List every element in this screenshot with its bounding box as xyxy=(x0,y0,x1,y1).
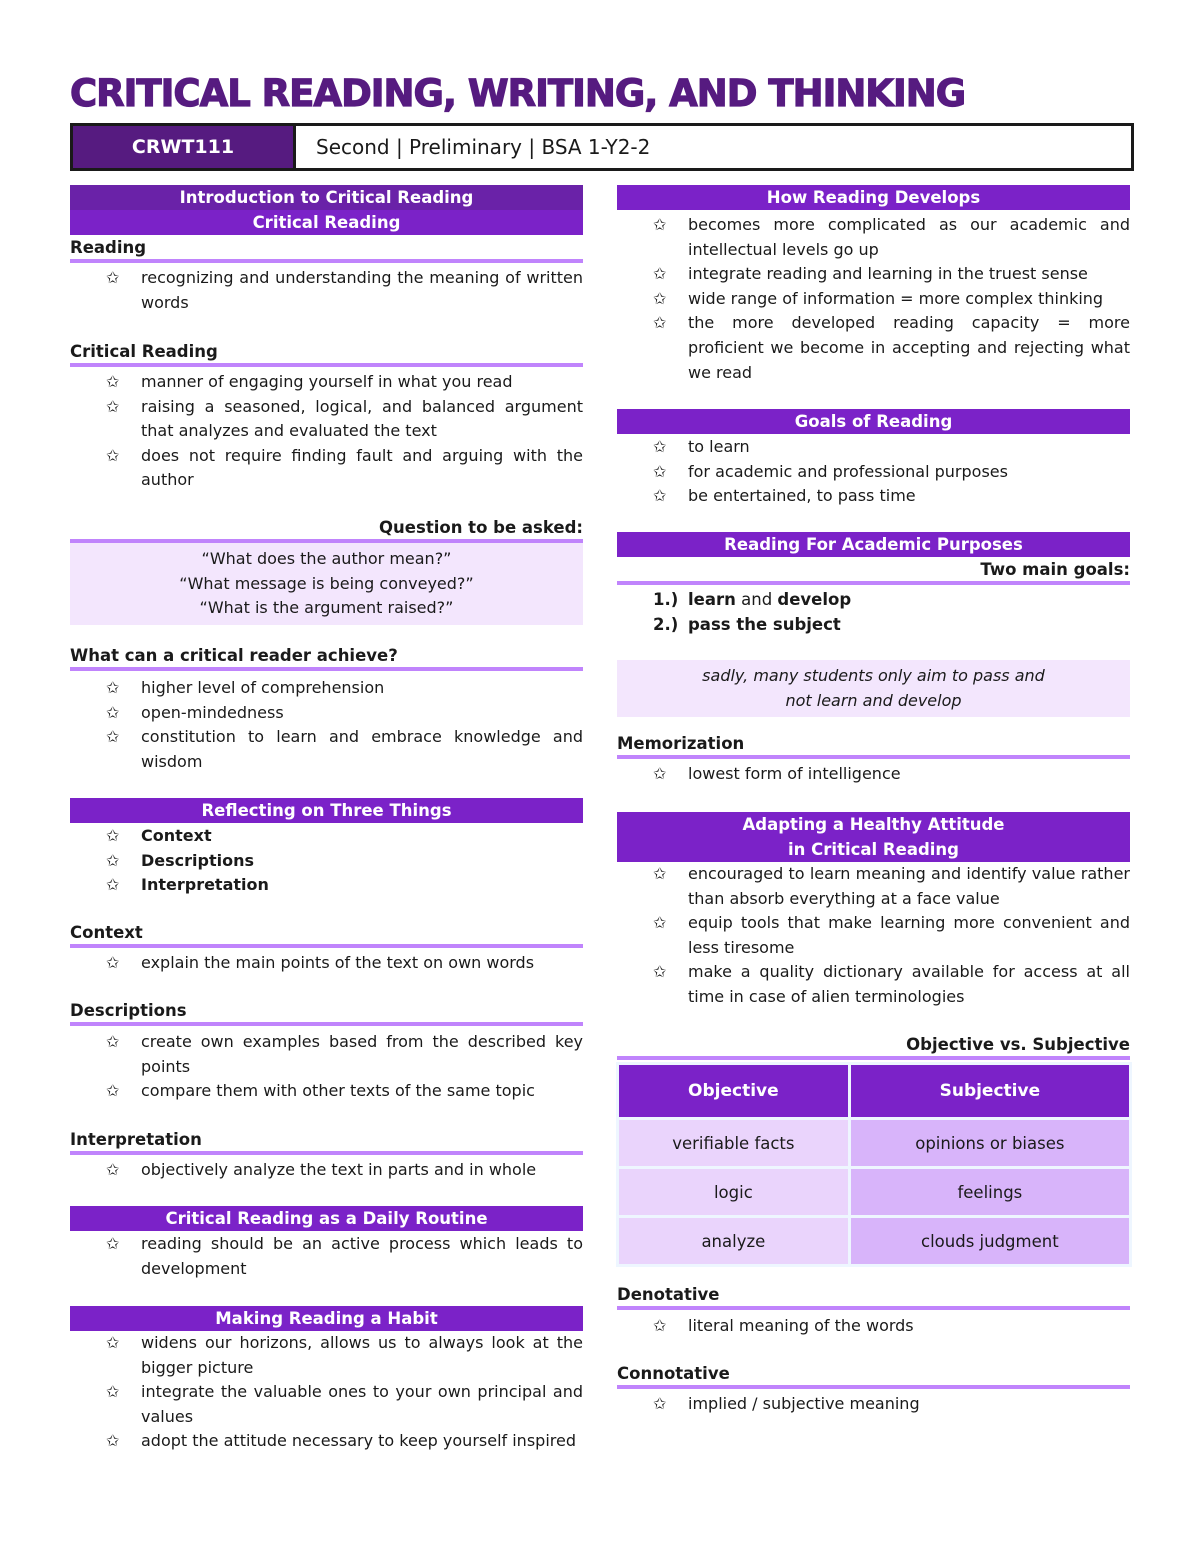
star-outline-icon: ✩ xyxy=(653,764,667,783)
table-cell: verifiable facts xyxy=(619,1120,848,1166)
heading-block xyxy=(617,1364,1130,1389)
star-outline-icon: ✩ xyxy=(106,1081,120,1101)
list-item-text: open-mindedness xyxy=(141,702,284,722)
section-banner xyxy=(617,812,1130,862)
star-outline-icon: ✩ xyxy=(653,1394,667,1413)
star-outline-icon: ✩ xyxy=(653,864,667,883)
column-header: Subjective xyxy=(851,1065,1129,1117)
subheading-objective-vs-subjective: Objective vs. Subjective xyxy=(617,1035,1130,1060)
list-item xyxy=(617,484,1130,509)
list-item-text: encouraged to learn meaning and identify value rather than absorb everything at a face value xyxy=(688,864,1130,908)
numbered-item xyxy=(617,588,1130,613)
bullet-list xyxy=(617,762,1130,787)
item-text-part: pass the subject xyxy=(688,614,841,634)
list-item-text: becomes more complicated as our academic and intellectual levels go up xyxy=(688,215,1130,259)
star-outline-icon: ✩ xyxy=(106,1382,120,1402)
list-item xyxy=(617,1314,1130,1339)
heading-block xyxy=(70,1130,583,1155)
heading-block xyxy=(617,560,1130,585)
list-item xyxy=(70,849,583,874)
quote-line: “What is the argument raised?” xyxy=(199,598,454,618)
star-outline-icon: ✩ xyxy=(106,953,120,972)
subheading-interpretation: Interpretation xyxy=(70,1130,583,1155)
list-item-text: does not require finding fault and arguing with the author xyxy=(141,445,583,490)
star-outline-icon: ✩ xyxy=(106,727,120,747)
heading-block xyxy=(70,238,583,263)
column-header: Objective xyxy=(619,1065,848,1117)
list-item xyxy=(70,1429,583,1454)
quote-line: “What does the author mean?” xyxy=(201,549,452,568)
list-item-text: higher level of comprehension xyxy=(141,678,385,697)
list-item-text: the more developed reading capacity = more proficient we become in accepting and rejecting what we read xyxy=(688,313,1130,382)
quote-line: sadly, many students only aim to pass and xyxy=(702,666,1045,685)
section-banner xyxy=(617,409,1130,434)
star-outline-icon: ✩ xyxy=(653,461,667,481)
list-item xyxy=(617,762,1130,787)
bullet-list xyxy=(617,1392,1130,1417)
bullet-list xyxy=(70,1158,583,1183)
section-banner xyxy=(70,1306,583,1331)
section-title: Reading For Academic Purposes xyxy=(617,532,1130,557)
list-item-text: adopt the attitude necessary to keep yourself inspired xyxy=(141,1431,576,1451)
item-text-part: develop xyxy=(777,590,852,609)
star-outline-icon: ✩ xyxy=(653,313,667,333)
table-row xyxy=(619,1218,1129,1264)
subheading-question-to-be-asked: Question to be asked: xyxy=(70,518,583,543)
list-item-text: make a quality dictionary available for access at all time in case of alien terminologies xyxy=(688,962,1130,1006)
list-item xyxy=(70,701,583,726)
star-outline-icon: ✩ xyxy=(106,1234,120,1253)
star-outline-icon: ✩ xyxy=(106,875,120,895)
star-outline-icon: ✩ xyxy=(106,1431,120,1451)
course-info-bar xyxy=(70,123,1134,171)
heading-block xyxy=(70,923,583,948)
list-item-text: Interpretation xyxy=(141,875,269,895)
list-item xyxy=(617,911,1130,960)
list-item-text: create own examples based from the described key points xyxy=(141,1032,583,1076)
list-item xyxy=(617,960,1130,1009)
heading-block xyxy=(617,1035,1130,1060)
course-meta: Second | Preliminary | BSA 1-Y2-2 xyxy=(316,135,651,159)
list-item xyxy=(617,1392,1130,1417)
list-item xyxy=(70,1380,583,1429)
subheading-context: Context xyxy=(70,923,583,948)
star-outline-icon: ✩ xyxy=(106,1032,120,1051)
table-block xyxy=(617,1062,1130,1267)
subheading-reading: Reading xyxy=(70,238,583,263)
list-item xyxy=(70,951,583,976)
bullet-list xyxy=(70,824,583,898)
section-title: Critical Reading as a Daily Routine xyxy=(70,1206,583,1231)
heading-block xyxy=(617,734,1130,759)
bullet-list xyxy=(70,676,583,774)
heading-block xyxy=(70,646,583,671)
section-banner xyxy=(70,798,583,823)
bullet-list xyxy=(70,266,583,315)
question-box xyxy=(70,543,583,625)
heading-block xyxy=(617,1285,1130,1310)
star-outline-icon: ✩ xyxy=(106,702,120,722)
table-row xyxy=(619,1120,1129,1166)
star-outline-icon: ✩ xyxy=(653,215,667,234)
subheading-denotative: Denotative xyxy=(617,1285,1130,1310)
list-item xyxy=(70,395,583,444)
list-item xyxy=(70,873,583,898)
star-outline-icon: ✩ xyxy=(106,445,120,465)
item-number: 2.) xyxy=(653,614,679,634)
objective-subjective-table xyxy=(616,1062,1132,1267)
quote-block xyxy=(617,660,1130,717)
list-item xyxy=(70,1158,583,1183)
list-item-text: Descriptions xyxy=(141,850,255,870)
section-title: Reflecting on Three Things xyxy=(70,798,583,823)
star-outline-icon: ✩ xyxy=(106,1333,120,1352)
section-title: How Reading Develops xyxy=(617,185,1130,210)
heading-block xyxy=(70,1001,583,1026)
note-box xyxy=(617,660,1130,717)
subheading-what-can-a-critical-reader-achieve: What can a critical reader achieve? xyxy=(70,646,583,671)
star-outline-icon: ✩ xyxy=(653,264,667,284)
list-item-text: explain the main points of the text on own words xyxy=(141,953,535,972)
bullet-list xyxy=(70,1030,583,1104)
table-cell: clouds judgment xyxy=(851,1218,1129,1264)
list-item xyxy=(617,460,1130,485)
star-outline-icon: ✩ xyxy=(653,913,667,933)
list-item xyxy=(617,435,1130,460)
list-item-text: objectively analyze the text in parts and in whole xyxy=(141,1160,537,1179)
star-outline-icon: ✩ xyxy=(106,372,120,391)
list-item xyxy=(70,1030,583,1079)
bullet-list xyxy=(70,1232,583,1281)
bullet-list xyxy=(617,213,1130,385)
list-item-text: implied / subjective meaning xyxy=(688,1394,920,1413)
list-item-text: recognizing and understanding the meaning of written words xyxy=(141,268,583,312)
star-outline-icon: ✩ xyxy=(653,962,667,982)
list-item xyxy=(617,287,1130,312)
section-title: Critical Reading xyxy=(70,210,583,235)
document-title: CRITICAL READING, WRITING, AND THINKING xyxy=(70,72,966,115)
list-item-text: be entertained, to pass time xyxy=(688,486,916,506)
section-title: Adapting a Healthy Attitude xyxy=(617,812,1130,837)
section-title: Goals of Reading xyxy=(617,409,1130,434)
list-item xyxy=(70,824,583,849)
item-text-part: and xyxy=(735,590,778,609)
quote-line: “What message is being conveyed?” xyxy=(179,573,474,593)
table-cell: feelings xyxy=(851,1169,1129,1215)
course-code: CRWT111 xyxy=(73,126,296,168)
table-header-row xyxy=(619,1065,1129,1117)
list-item-text: wide range of information = more complex thinking xyxy=(688,288,1104,308)
list-item xyxy=(70,266,583,315)
quote-block xyxy=(70,543,583,625)
list-item-text: integrate reading and learning in the truest sense xyxy=(688,264,1088,284)
list-item-text: reading should be an active process which leads to development xyxy=(141,1234,583,1278)
list-item-text: manner of engaging yourself in what you read xyxy=(141,372,513,391)
subheading-two-main-goals: Two main goals: xyxy=(617,560,1130,585)
list-item-text: raising a seasoned, logical, and balanced argument that analyzes and evaluated the text xyxy=(141,396,583,441)
numbered-list xyxy=(617,588,1130,637)
quote-line: not learn and develop xyxy=(785,690,962,710)
list-item-text: to learn xyxy=(688,437,750,456)
bullet-list xyxy=(617,862,1130,1010)
list-item xyxy=(70,676,583,701)
item-number: 1.) xyxy=(653,590,679,609)
bullet-list xyxy=(70,1331,583,1454)
star-outline-icon: ✩ xyxy=(653,288,667,308)
table-row xyxy=(619,1169,1129,1215)
star-outline-icon: ✩ xyxy=(106,850,120,870)
list-item xyxy=(617,862,1130,911)
item-text-part: learn xyxy=(688,590,736,609)
list-item-text: lowest form of intelligence xyxy=(688,764,901,783)
list-item-text: widens our horizons, allows us to always look at the bigger picture xyxy=(141,1333,583,1377)
section-banner xyxy=(70,1206,583,1231)
list-item xyxy=(70,444,583,493)
numbered-item xyxy=(617,613,1130,638)
bullet-list xyxy=(70,370,583,493)
list-item-text: equip tools that make learning more convenient and less tiresome xyxy=(688,913,1130,957)
star-outline-icon: ✩ xyxy=(106,826,120,845)
section-title: in Critical Reading xyxy=(617,837,1130,862)
list-item-text: compare them with other texts of the same topic xyxy=(141,1081,535,1101)
section-banner xyxy=(70,185,583,235)
section-banner xyxy=(617,185,1130,210)
list-item xyxy=(70,1079,583,1104)
list-item xyxy=(70,1232,583,1281)
list-item xyxy=(617,262,1130,287)
bullet-list xyxy=(617,435,1130,509)
list-item-text: integrate the valuable ones to your own principal and values xyxy=(141,1382,583,1426)
star-outline-icon: ✩ xyxy=(106,678,120,697)
list-item-text: constitution to learn and embrace knowledge and wisdom xyxy=(141,727,583,771)
list-item xyxy=(617,213,1130,262)
bullet-list xyxy=(617,1314,1130,1339)
section-title: Making Reading a Habit xyxy=(70,1306,583,1331)
subheading-connotative: Connotative xyxy=(617,1364,1130,1389)
heading-block xyxy=(70,342,583,367)
heading-block xyxy=(70,518,583,543)
list-item-text: for academic and professional purposes xyxy=(688,461,1008,481)
table-cell: logic xyxy=(619,1169,848,1215)
list-item xyxy=(70,370,583,395)
bullet-list xyxy=(70,951,583,976)
subheading-descriptions: Descriptions xyxy=(70,1001,583,1026)
star-outline-icon: ✩ xyxy=(653,437,667,456)
list-item xyxy=(617,311,1130,385)
subheading-critical-reading: Critical Reading xyxy=(70,342,583,367)
star-outline-icon: ✩ xyxy=(106,268,120,287)
star-outline-icon: ✩ xyxy=(106,396,120,416)
list-item-text: literal meaning of the words xyxy=(688,1316,914,1335)
star-outline-icon: ✩ xyxy=(106,1160,120,1179)
star-outline-icon: ✩ xyxy=(653,1316,667,1335)
star-outline-icon: ✩ xyxy=(653,486,667,506)
table-cell: analyze xyxy=(619,1218,848,1264)
section-banner xyxy=(617,532,1130,557)
table-cell: opinions or biases xyxy=(851,1120,1129,1166)
list-item xyxy=(70,1331,583,1380)
subheading-memorization: Memorization xyxy=(617,734,1130,759)
list-item xyxy=(70,725,583,774)
section-title: Introduction to Critical Reading xyxy=(70,185,583,210)
list-item-text: Context xyxy=(141,826,212,845)
